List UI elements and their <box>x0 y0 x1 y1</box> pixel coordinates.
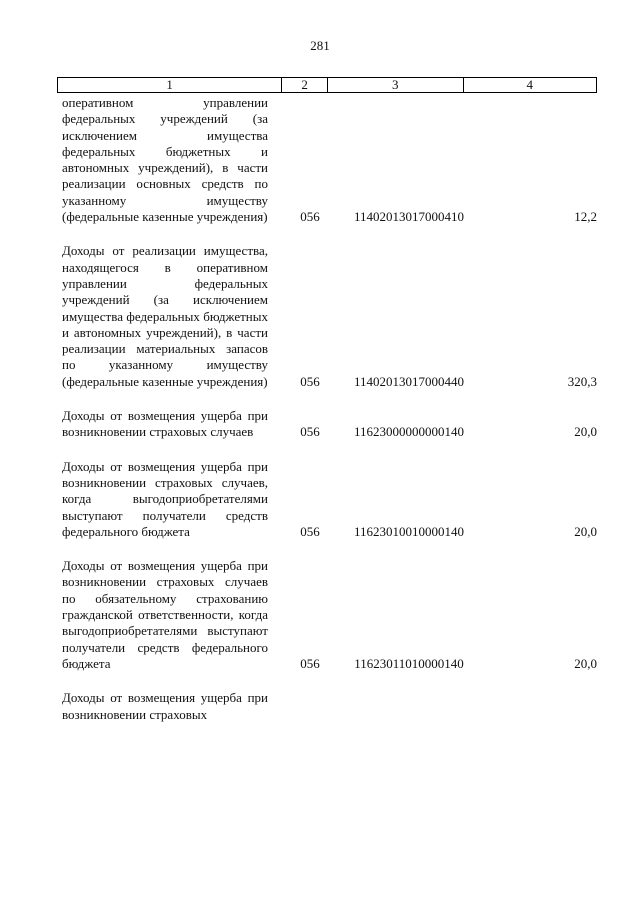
row-admin-code: 056 <box>300 373 320 389</box>
row-amount: 320,3 <box>567 373 597 389</box>
row-admin-code: 056 <box>300 209 320 225</box>
row-budget-code: 11623000000000140 <box>353 424 465 440</box>
row-admin-code: 056 <box>300 655 320 671</box>
row-amount: 20,0 <box>574 655 597 671</box>
row-amount: 20,0 <box>574 523 597 539</box>
row-budget-code: 11623010010000140 <box>353 523 465 539</box>
row-description: Доходы от возмещения ущерба при возникновении страховых <box>62 690 268 722</box>
table-header <box>57 77 597 93</box>
table-body <box>57 95 597 723</box>
row-admin-code: 056 <box>300 424 320 440</box>
row-description: оперативном управлении федеральных учреждений (за исключением имущества федеральных бюджетных и автономных учреждений), в части реализации основных средств по указанному имуществу (федеральные казенные учреждения) <box>62 95 268 225</box>
row-amount: 20,0 <box>574 424 597 440</box>
table-row <box>57 408 597 441</box>
row-description: Доходы от реализации имущества, находящегося в оперативном управлении федеральных учреждений (за исключением имущества федеральных бюджетных и автономных учреждений), в части реализации материальных запасов по указанному имуществу (федеральные казенные учреждения) <box>62 243 268 389</box>
row-amount: 12,2 <box>574 209 597 225</box>
row-description: Доходы от возмещения ущерба при возникновении страховых случаев по обязательному страхованию гражданской ответственности, когда выгодоприобретателями выступают получатели средств федерального бюджета <box>62 558 268 671</box>
table-row <box>57 558 597 672</box>
table-row <box>57 459 597 540</box>
row-description: Доходы от возмещения ущерба при возникновении страховых случаев <box>62 408 268 440</box>
page-number: 281 <box>310 38 330 53</box>
header-col-4: 4 <box>526 77 533 92</box>
row-description: Доходы от возмещения ущерба при возникновении страховых случаев, когда выгодоприобретателями выступают получатели средств федерального бюджета <box>62 458 268 539</box>
table-row <box>57 243 597 390</box>
row-budget-code: 11402013017000440 <box>353 373 465 389</box>
table-row <box>57 690 597 723</box>
row-admin-code: 056 <box>300 523 320 539</box>
row-budget-code: 11623011010000140 <box>354 655 464 671</box>
header-col-2: 2 <box>282 78 328 92</box>
table-row <box>57 95 597 225</box>
header-col-3: 3 <box>328 78 464 92</box>
row-budget-code: 11402013017000410 <box>353 209 465 225</box>
header-col-1: 1 <box>58 78 282 92</box>
